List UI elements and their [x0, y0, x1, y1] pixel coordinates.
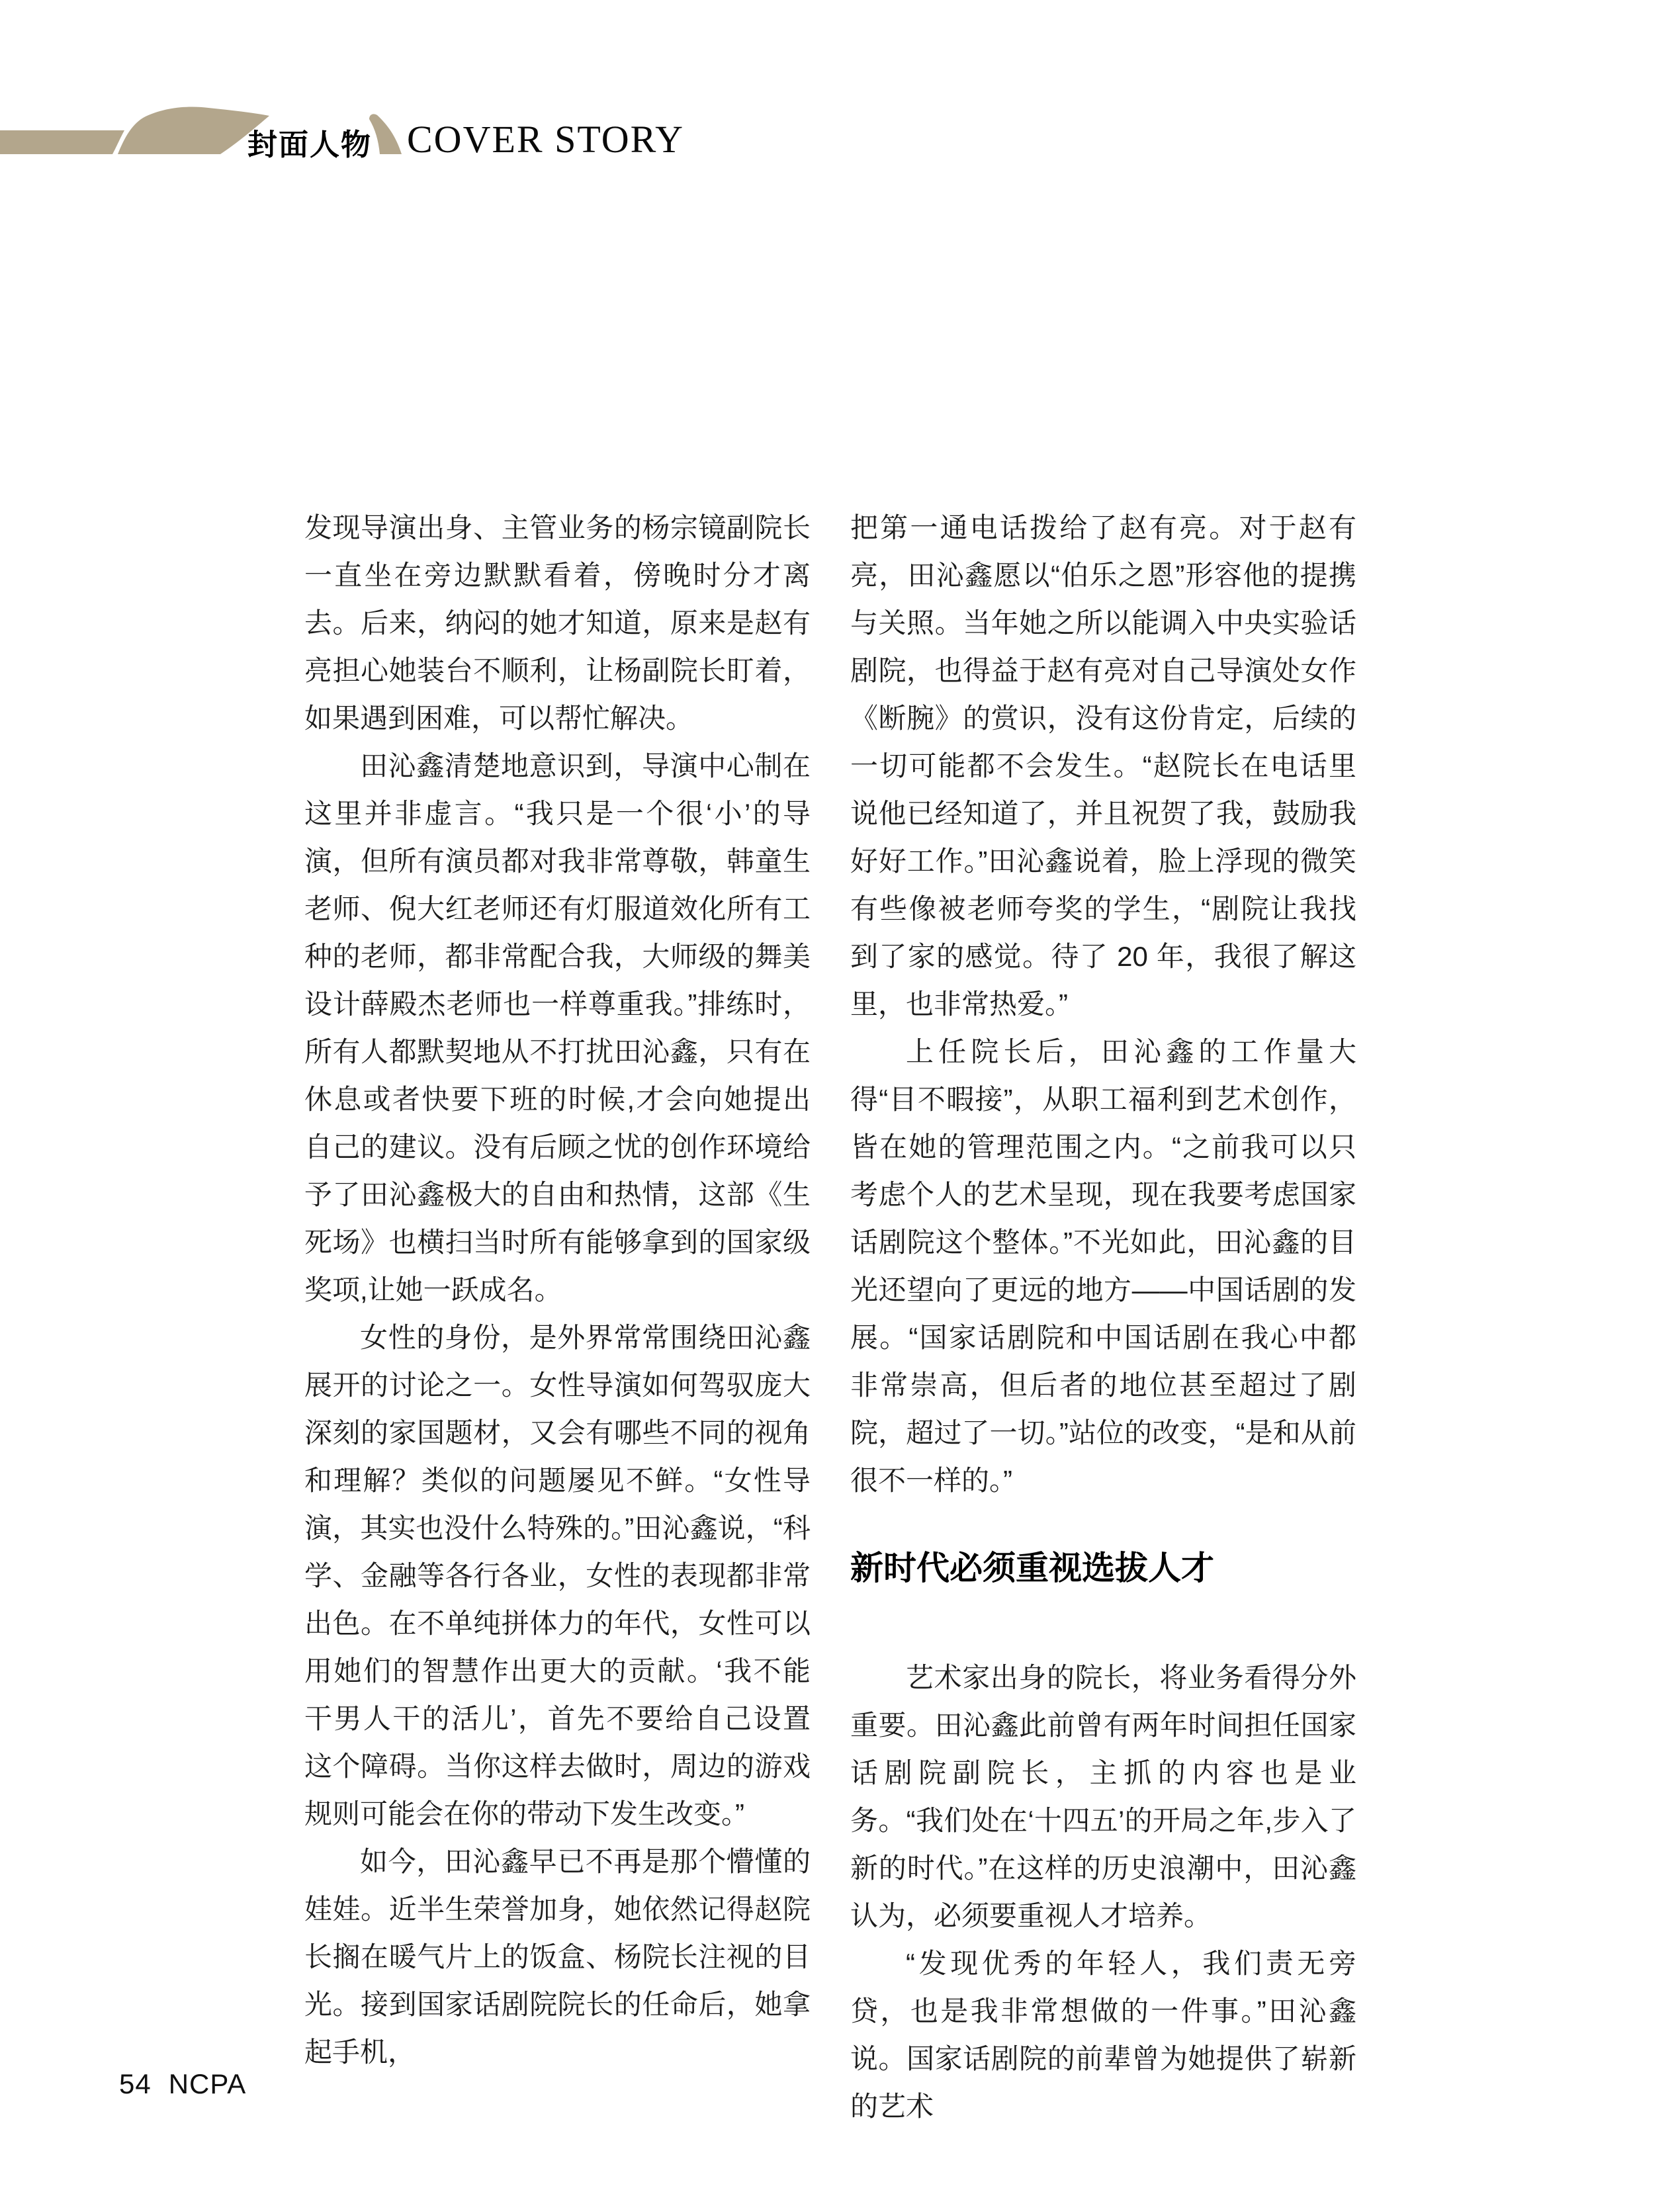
page-header — [0, 99, 684, 179]
section-heading: 新时代必须重视选拔人才 — [850, 1550, 1214, 1587]
section-title-en: COVER STORY — [407, 118, 684, 161]
body-paragraph: 发现导演出身、主管业务的杨宗镜副院长一直坐在旁边默默看着，傍晚时分才离去。后来，纳闷的她才知道，原来是赵有亮担心她装台不顺利，让杨副院长盯着，如果遇到困难，可以帮忙解决。 — [304, 512, 811, 734]
section-title-zh: 封面人物 — [247, 128, 373, 161]
body-paragraph: 田沁鑫清楚地意识到，导演中心制在这里并非虚言。“我只是一个很‘小’的导演，但所有演员都对我非常尊敬，韩童生老师、倪大红老师还有灯服道效化所有工种的老师，都非常配合我，大师级的舞美设计薛殿杰老师也一样尊重我。”排练时，所有人都默契地从不打扰田沁鑫，只有在休息或者快要下班的时候,才会向她提出自己的建议。没有后顾之忧的创作环境给予了田沁鑫极大的自由和热情，这部《生死场》也横扫当时所有能够拿到的国家级奖项,让她一跃成名。 — [304, 750, 811, 1305]
body-paragraph: 艺术家出身的院长，将业务看得分外重要。田沁鑫此前曾有两年时间担任国家话剧院副院长，主抓的内容也是业务。“我们处在‘十四五’的开局之年,步入了新的时代。”在这样的历史浪潮中，田沁鑫认为，必须要重视人才培养。 — [850, 1662, 1356, 1931]
header-swoosh-shape — [369, 114, 402, 154]
body-paragraph: “发现优秀的年轻人，我们责无旁贷，也是我非常想做的一件事。”田沁鑫说。国家话剧院的前辈曾为她提供了崭新的艺术 — [850, 1948, 1356, 2122]
body-paragraph: 把第一通电话拨给了赵有亮。对于赵有亮，田沁鑫愿以“伯乐之恩”形容他的提携与关照。当年她之所以能调入中央实验话剧院，也得益于赵有亮对自己导演处女作《断腕》的赏识，没有这份肯定，后续的一切可能都不会发生。“赵院长在电话里说他已经知道了，并且祝贺了我，鼓励我好好工作。”田沁鑫说着，脸上浮现的微笑有些像被老师夸奖的学生，“剧院让我找到了家的感觉。待了 20 年，我很了解这里，也非常热爱。” — [850, 512, 1356, 1020]
body-paragraph: 如今，田沁鑫早已不再是那个懵懂的娃娃。近半生荣誉加身，她依然记得赵院长搁在暖气片上的饭盒、杨院长注视的目光。接到国家话剧院院长的任命后，她拿起手机， — [304, 1846, 811, 2068]
body-paragraph: 女性的身份，是外界常常围绕田沁鑫展开的讨论之一。女性导演如何驾驭庞大深刻的家国题材，又会有哪些不同的视角和理解？类似的问题屡见不鲜。“女性导演，其实也没什么特殊的。”田沁鑫说，“科学、金融等各行各业，女性的表现都非常出色。在不单纯拼体力的年代，女性可以用她们的智慧作出更大的贡献。‘我不能干男人干的活儿’，首先不要给自己设置这个障碍。当你这样去做时，周边的游戏规则可能会在你的带动下发生改变。” — [304, 1322, 811, 1829]
header-bar-shape — [0, 130, 124, 154]
header-leaf-shape — [118, 107, 269, 154]
page-footer — [119, 2068, 246, 2100]
article-column-right — [850, 504, 1356, 2130]
article-column-left — [304, 504, 811, 2130]
journal-code: NCPA — [168, 2068, 247, 2099]
page-number: 54 — [119, 2068, 152, 2099]
body-paragraph: 上任院长后，田沁鑫的工作量大得“目不暇接”，从职工福利到艺术创作，皆在她的管理范围之内。“之前我可以只考虑个人的艺术呈现，现在我要考虑国家话剧院这个整体。”不光如此，田沁鑫的目光还望向了更远的地方——中国话剧的发展。“国家话剧院和中国话剧在我心中都非常崇高，但后者的地位甚至超过了剧院，超过了一切。”站位的改变，“是和从前很不一样的。” — [850, 1036, 1356, 1496]
article-body — [304, 504, 1356, 2130]
